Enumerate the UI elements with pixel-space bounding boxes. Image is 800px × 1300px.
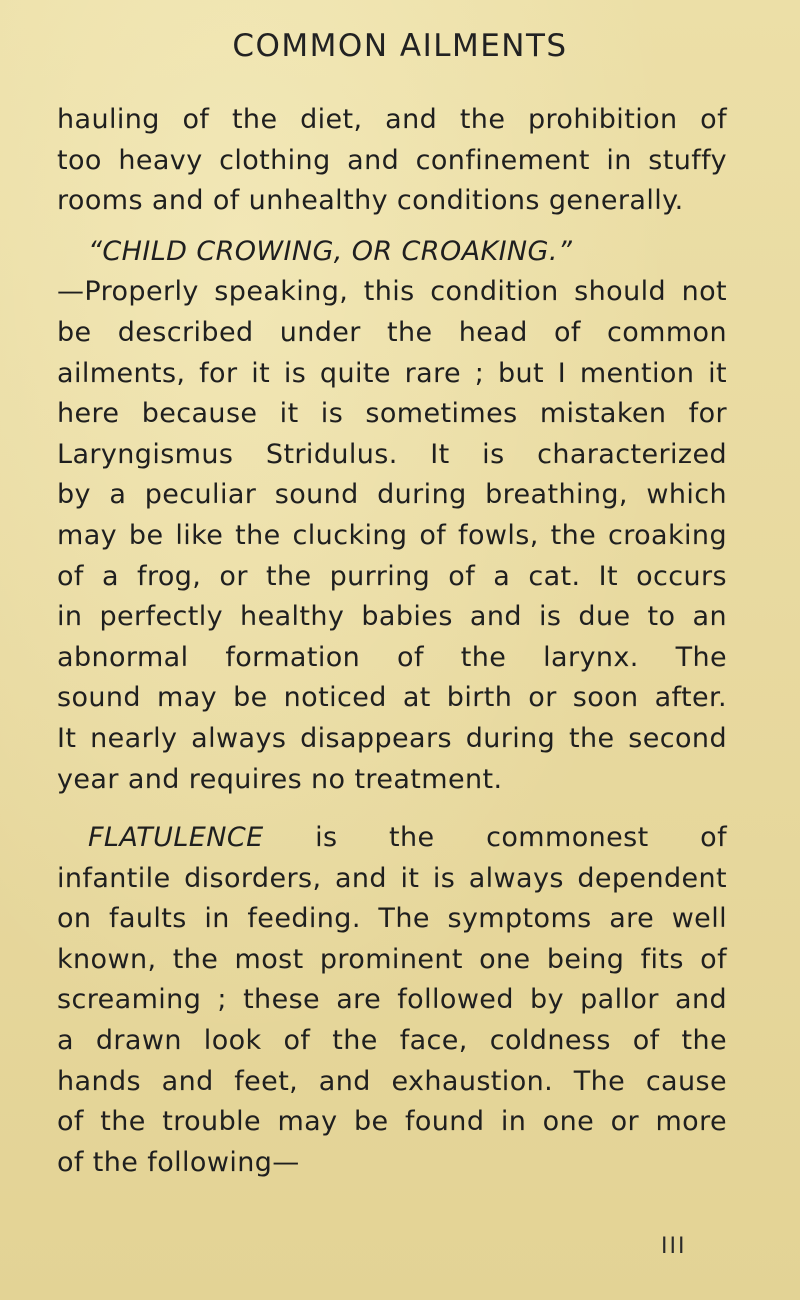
paragraph-continuation: [57, 100, 727, 222]
text-line: in perfectly healthy babies and is due to an: [57, 601, 727, 633]
text-line: too heavy clothing and confinement in stuffy: [57, 144, 727, 176]
text-line: a drawn look of the face, coldness of the: [57, 1025, 727, 1057]
text-line: screaming ; these are followed by pallor and: [57, 984, 727, 1016]
text-line: abnormal formation of the larynx. The: [57, 641, 727, 673]
text-line: of the following—: [57, 1146, 300, 1178]
text-line: It nearly always disappears during the second: [57, 722, 727, 754]
text-line: may be like the clucking of fowls, the croaking: [57, 519, 727, 551]
text-line: here because it is sometimes mistaken for: [57, 398, 727, 430]
text-line: [57, 818, 727, 859]
text-line: by a peculiar sound during breathing, which: [57, 479, 727, 511]
text-line: ailments, for it is quite rare ; but I mention it: [57, 357, 727, 389]
running-head: COMMON AILMENTS: [232, 28, 568, 64]
heading-continuation: is the commonest of: [315, 822, 727, 854]
page-body: [57, 100, 727, 1183]
text-line: Laryngismus Stridulus. It is characterized: [57, 438, 727, 470]
text-line: rooms and of unhealthy conditions generally.: [57, 185, 684, 217]
text-line: hands and feet, and exhaustion. The cause: [57, 1065, 727, 1097]
section-heading: “CHILD CROWING, OR CROAKING.”: [88, 235, 573, 267]
text-line: —Properly speaking, this condition should not: [57, 276, 727, 308]
text-line: year and requires no treatment.: [57, 763, 503, 795]
section-heading: FLATULENCE: [88, 822, 264, 854]
text-line: of a frog, or the purring of a cat. It occurs: [57, 560, 727, 592]
text-line: be described under the head of common: [57, 316, 727, 348]
paragraph-flatulence: [57, 818, 727, 1183]
text-line: of the trouble may be found in one or more: [57, 1106, 727, 1138]
page-number: III: [661, 1234, 687, 1259]
text-line: known, the most prominent one being fits of: [57, 943, 727, 975]
text-line: infantile disorders, and it is always dependent: [57, 862, 727, 894]
paragraph-child-crowing: [57, 232, 727, 800]
text-line: on faults in feeding. The symptoms are well: [57, 903, 727, 935]
text-line: hauling of the diet, and the prohibition of: [57, 104, 727, 135]
text-line: sound may be noticed at birth or soon after.: [57, 682, 727, 714]
